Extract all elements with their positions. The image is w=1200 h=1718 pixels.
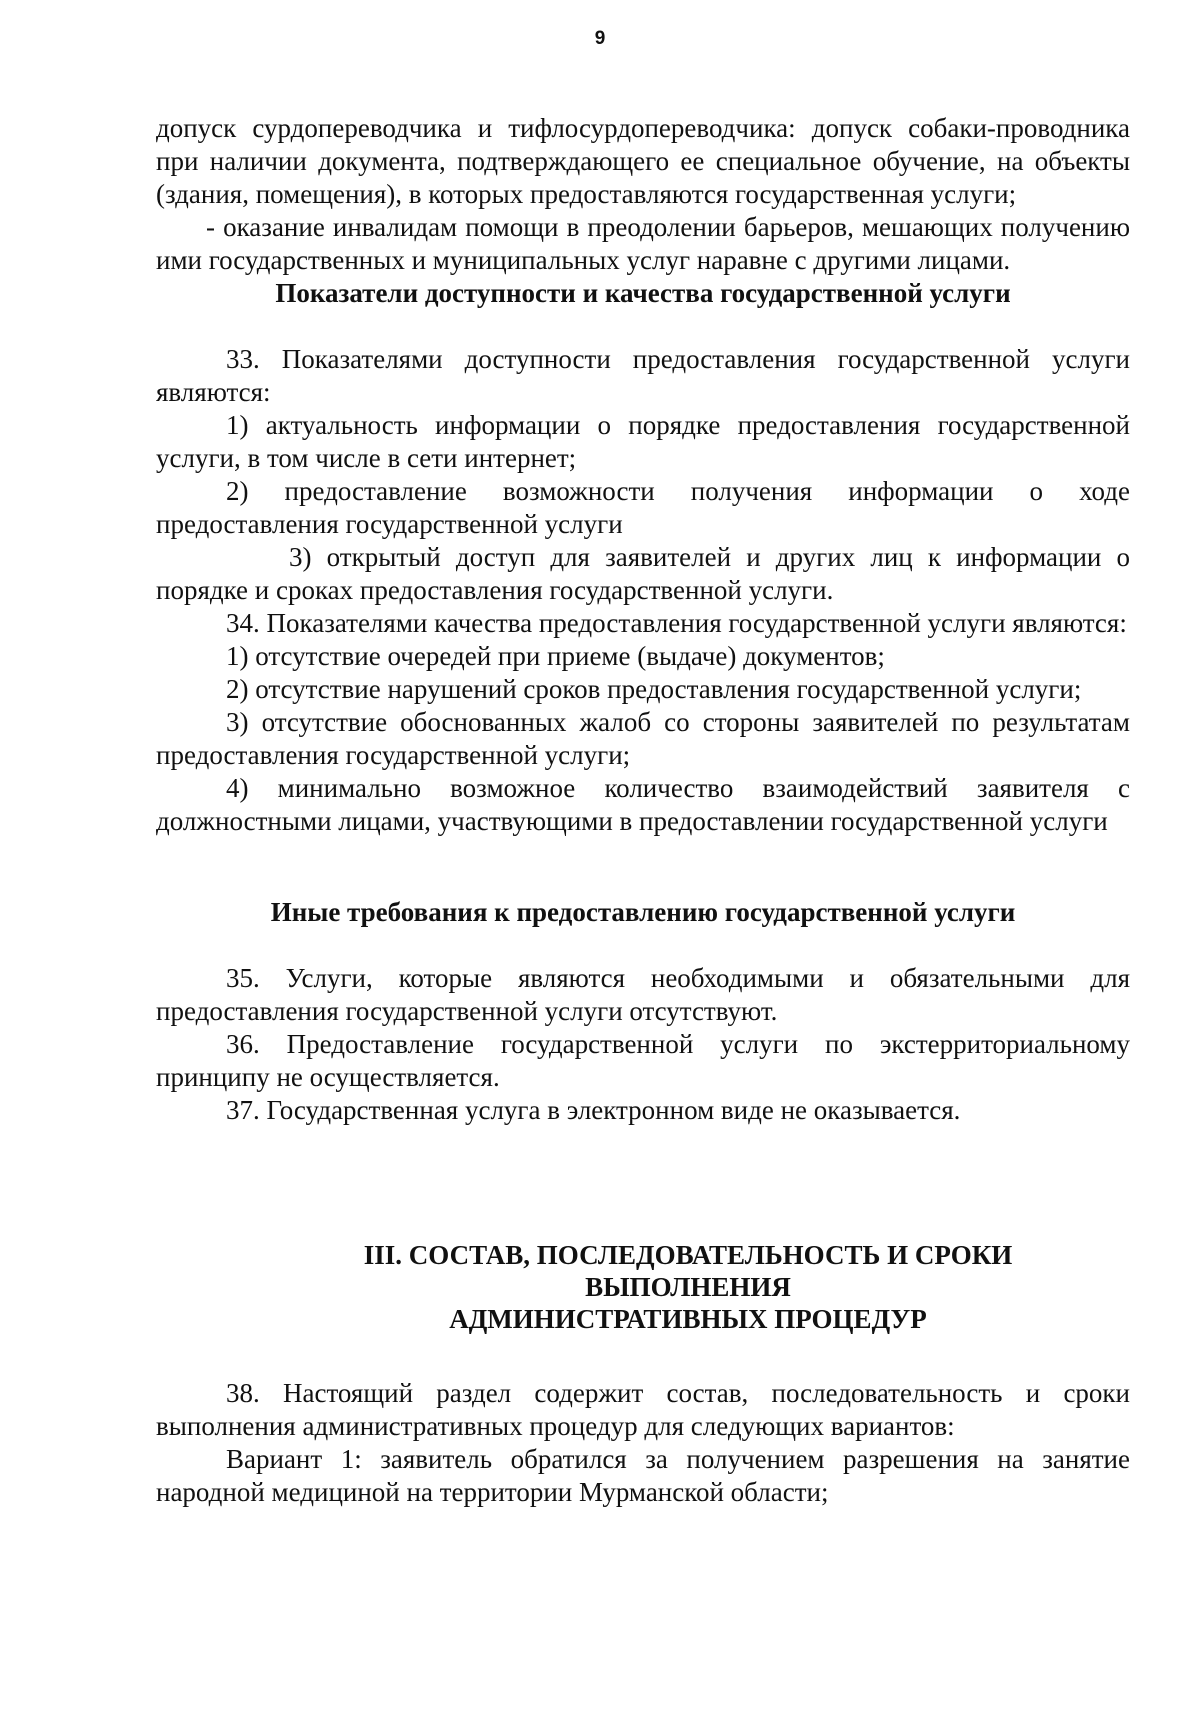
- paragraph-34-item-1: 1) отсутствие очередей при приеме (выдаче) документов;: [226, 641, 885, 671]
- paragraph-38: 38. Настоящий раздел содержит состав, последовательность и сроки выполнения административных процедур для следующих вариантов:: [156, 1378, 1130, 1441]
- paragraph-34: 34. Показателями качества предоставления государственной услуги являются:: [226, 608, 1127, 638]
- paragraph-34-item-3: 3) отсутствие обоснованных жалоб со стороны заявителей по результатам предоставления государственной услуги;: [156, 707, 1130, 770]
- paragraph-37: 37. Государственная услуга в электронном виде не оказывается.: [226, 1095, 961, 1125]
- paragraph-33-item-2: 2) предоставление возможности получения информации о ходе предоставления государственной услуги: [156, 476, 1130, 539]
- paragraph-variant-1: Вариант 1: заявитель обратился за получением разрешения на занятие народной медициной на территории Мурманской области;: [156, 1444, 1130, 1507]
- document-body: [156, 112, 1130, 1509]
- paragraph-33-item-1: 1) актуальность информации о порядке предоставления государственной услуги, в том числе в сети интернет;: [156, 410, 1130, 473]
- paragraph-35: 35. Услуги, которые являются необходимыми и обязательными для предоставления государственной услуги отсутствуют.: [156, 963, 1130, 1026]
- page-number: 9: [594, 28, 606, 49]
- paragraph-33: 33. Показателями доступности предоставления государственной услуги являются:: [156, 344, 1130, 407]
- paragraph-33-item-3: 3) открытый доступ для заявителей и других лиц к информации о порядке и сроках предоставления государственной услуги.: [156, 542, 1130, 605]
- section-three-heading-line-3: АДМИНИСТРАТИВНЫХ ПРОЦЕДУР: [449, 1304, 927, 1334]
- paragraph-36: 36. Предоставление государственной услуги по экстерриториальному принципу не осуществляется.: [156, 1029, 1130, 1092]
- section-three-heading-line-1: III. СОСТАВ, ПОСЛЕДОВАТЕЛЬНОСТЬ И СРОКИ: [363, 1240, 1013, 1270]
- section-three-heading-line-2: ВЫПОЛНЕНИЯ: [585, 1272, 791, 1302]
- section-three-heading: [156, 1239, 1130, 1335]
- heading-other-requirements: Иные требования к предоставлению государственной услуги: [270, 897, 1016, 927]
- paragraph-34-item-2: 2) отсутствие нарушений сроков предоставления государственной услуги;: [226, 674, 1082, 704]
- paragraph-access-support: допуск сурдопереводчика и тифлосурдопереводчика: допуск собаки-проводника при наличии документа, подтверждающего ее специальное обучение, на объекты (здания, помещения), в которых предоставляются государственная услуги;: [156, 113, 1130, 209]
- paragraph-assistance: - оказание инвалидам помощи в преодолении барьеров, мешающих получению ими государственных и муниципальных услуг наравне с другими лицами.: [156, 212, 1130, 275]
- heading-accessibility-quality: Показатели доступности и качества государственной услуги: [275, 278, 1011, 308]
- paragraph-34-item-4: 4) минимально возможное количество взаимодействий заявителя с должностными лицами, участвующими в предоставлении государственной услуги: [156, 773, 1130, 836]
